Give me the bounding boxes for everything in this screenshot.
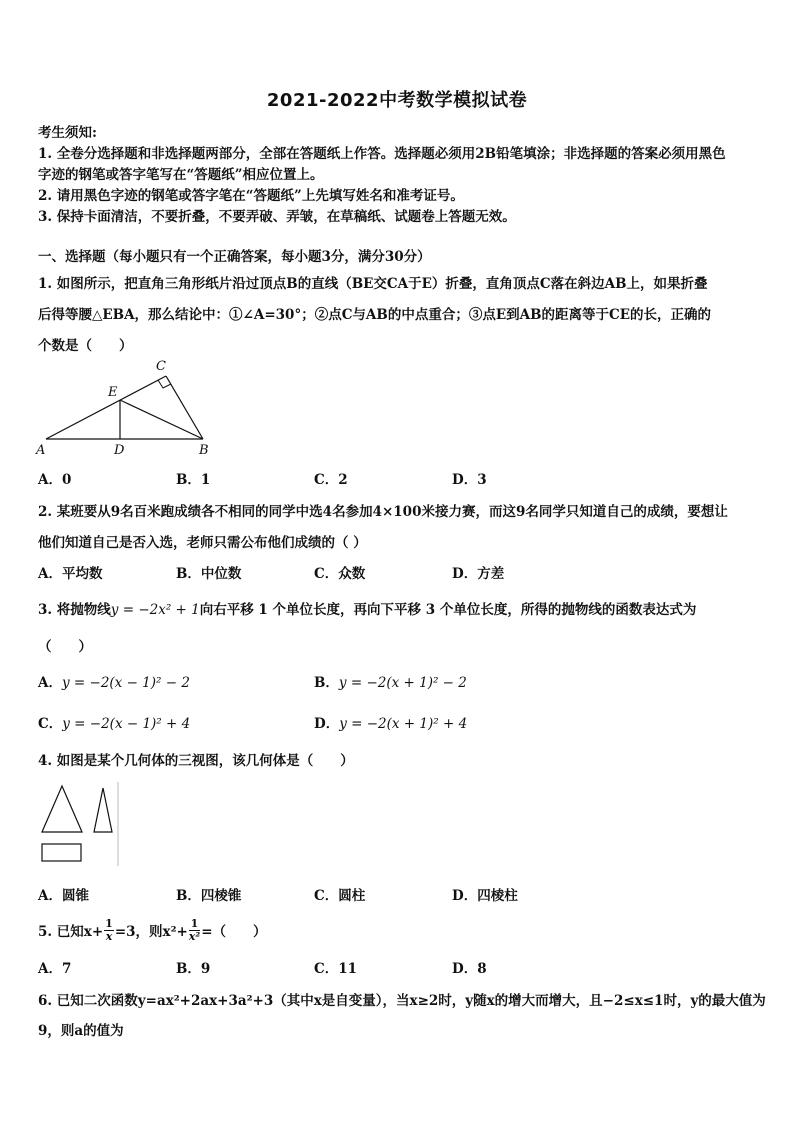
- question-3-expression: y = −2x² + 1: [110, 602, 200, 618]
- option-c: C．众数: [314, 566, 366, 582]
- option-a: [38, 671, 190, 691]
- question-1-text: 个数是（ ）: [38, 338, 133, 354]
- question-3-text: [38, 598, 696, 618]
- fraction-denominator: x²: [188, 929, 201, 943]
- fraction-one-over-x: [104, 918, 114, 943]
- section-heading: 一、选择题（每小题只有一个正确答案，每小题3分，满分30分）: [38, 249, 431, 265]
- option-d: [314, 712, 467, 732]
- three-view-figure: [36, 780, 120, 868]
- notice-line: 字迹的钢笔或答字笔写在“答题纸”相应位置上。: [38, 167, 324, 183]
- option-b: B．中位数: [176, 566, 242, 582]
- option-a: A．圆锥: [38, 888, 89, 904]
- figure-label-c: C: [156, 359, 166, 374]
- question-5-prefix: 5. 已知x+: [38, 924, 104, 940]
- fraction-one-over-x-squared: [189, 918, 200, 943]
- figure-label-a: A: [36, 443, 46, 458]
- option-expression: y = −2(x − 1)² − 2: [61, 675, 190, 691]
- question-3-suffix: 向右平移 1 个单位长度，再向下平移 3 个单位长度，所得的抛物线的函数表达式为: [199, 602, 697, 618]
- question-5-suffix: =（ ）: [201, 924, 267, 940]
- option-a: A．7: [38, 961, 72, 977]
- option-d: D．四棱柱: [452, 888, 518, 904]
- question-6-text: 6. 已知二次函数y=ax²+2ax+3a²+3（其中x是自变量），当x≥2时，y随x的增大而增大，且−2≤x≤1时，y的最大值为: [38, 993, 766, 1009]
- option-b: B．四棱锥: [176, 888, 242, 904]
- option-label: D．: [314, 716, 340, 732]
- question-6-text: 9，则a的值为: [38, 1023, 124, 1039]
- option-expression: y = −2(x + 1)² + 4: [339, 716, 468, 732]
- question-5-middle: =3，则x²+: [114, 924, 188, 940]
- notice-line: 1. 全卷分选择题和非选择题两部分，全部在答题纸上作答。选择题必须用2B铅笔填涂；非选择题的答案必须用黑色: [38, 146, 726, 162]
- notice-heading: 考生须知:: [38, 125, 97, 141]
- option-expression: y = −2(x − 1)² + 4: [62, 716, 191, 732]
- notice-line: 2. 请用黑色字迹的钢笔或答字笔在“答题纸”上先填写姓名和准考证号。: [38, 188, 464, 204]
- figure-label-e: E: [108, 385, 118, 400]
- option-c: C．11: [314, 961, 358, 977]
- fraction-numerator: 1: [190, 916, 199, 930]
- option-c: [38, 712, 190, 732]
- option-d: D．3: [452, 472, 487, 488]
- option-d: D．方差: [452, 566, 505, 582]
- figure-label-b: B: [199, 443, 209, 458]
- option-b: [314, 671, 467, 691]
- question-2-text: 他们知道自己是否入选，老师只需公布他们成绩的（ ）: [38, 535, 367, 551]
- question-1-text: 后得等腰△EBA，那么结论中：①∠A=30°；②点C与AB的中点重合；③点E到AB的距离等于CE的长，正确的: [38, 307, 712, 323]
- option-c: C．2: [314, 472, 348, 488]
- option-a: A．0: [38, 472, 72, 488]
- notice-line: 3. 保持卡面清洁，不要折叠，不要弄破、弄皱，在草稿纸、试题卷上答题无效。: [38, 209, 516, 225]
- option-label: A．: [38, 675, 62, 691]
- question-3-prefix: 3. 将抛物线: [38, 602, 111, 618]
- page-title: 2021-2022中考数学模拟试卷: [266, 90, 528, 111]
- option-a: A．平均数: [38, 566, 103, 582]
- question-2-text: 2. 某班要从9名百米跑成绩各不相同的同学中选4名参加4×100米接力赛，而这9名同学只知道自己的成绩，要想让: [38, 504, 728, 520]
- fraction-denominator: x: [105, 929, 113, 943]
- option-c: C．圆柱: [314, 888, 366, 904]
- option-b: B．9: [176, 961, 211, 977]
- option-b: B．1: [176, 472, 211, 488]
- figure-label-d: D: [114, 443, 125, 458]
- fraction-numerator: 1: [105, 916, 113, 930]
- option-label: C．: [38, 716, 63, 732]
- option-label: B．: [314, 675, 339, 691]
- option-expression: y = −2(x + 1)² − 2: [338, 675, 467, 691]
- triangle-figure: [34, 356, 214, 460]
- question-3-paren: （ ）: [38, 639, 92, 655]
- question-5-text: [38, 912, 267, 948]
- question-1-text: 1. 如图所示，把直角三角形纸片沿过顶点B的直线（BE交CA于E）折叠，直角顶点C落在斜边AB上，如果折叠: [38, 276, 708, 292]
- question-4-text: 4. 如图是某个几何体的三视图，该几何体是（ ）: [38, 753, 354, 769]
- option-d: D．8: [452, 961, 487, 977]
